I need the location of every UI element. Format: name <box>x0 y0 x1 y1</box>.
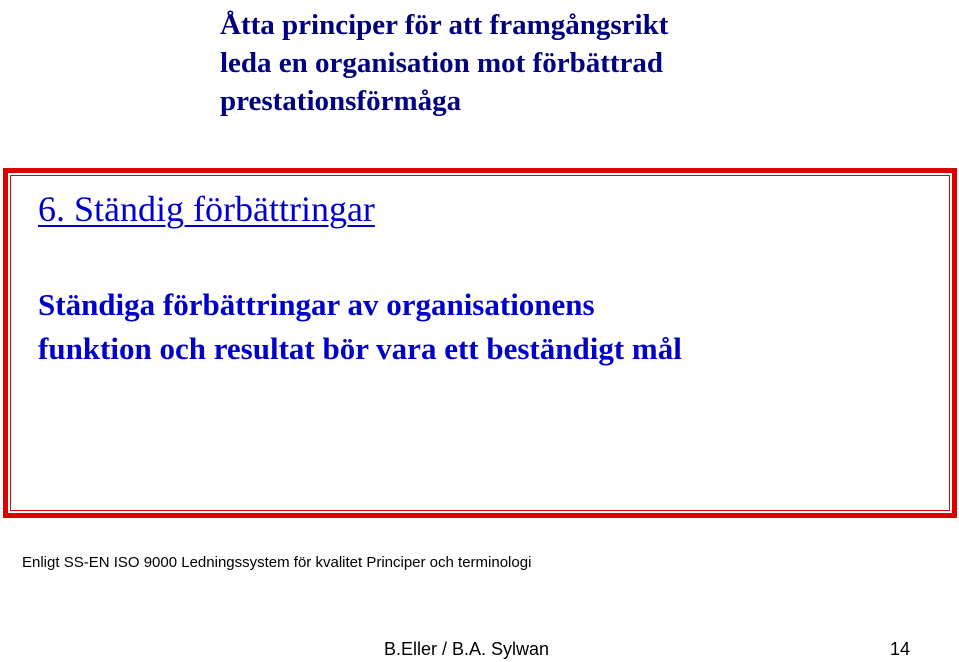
principle-body-line-2: funktion och resultat bör vara ett beständigt mål <box>38 331 682 366</box>
principle-body <box>38 283 682 371</box>
slide-title-line-1: Åtta principer för att framgångsrikt <box>220 9 669 41</box>
principle-heading: 6. Ständig förbättringar <box>38 189 375 229</box>
slide-title <box>220 6 668 120</box>
footer-authors: B.Eller / B.A. Sylwan <box>384 639 550 659</box>
principle-box <box>3 168 957 518</box>
footer-page-number: 14 <box>890 639 911 659</box>
slide-title-line-3: prestationsförmåga <box>220 85 462 117</box>
principle-body-line-1: Ständiga förbättringar av organisationens <box>38 287 595 322</box>
slide-title-line-2: leda en organisation mot förbättrad <box>220 47 664 79</box>
source-note: Enligt SS-EN ISO 9000 Ledningssystem för kvalitet Principer och terminologi <box>22 554 532 571</box>
